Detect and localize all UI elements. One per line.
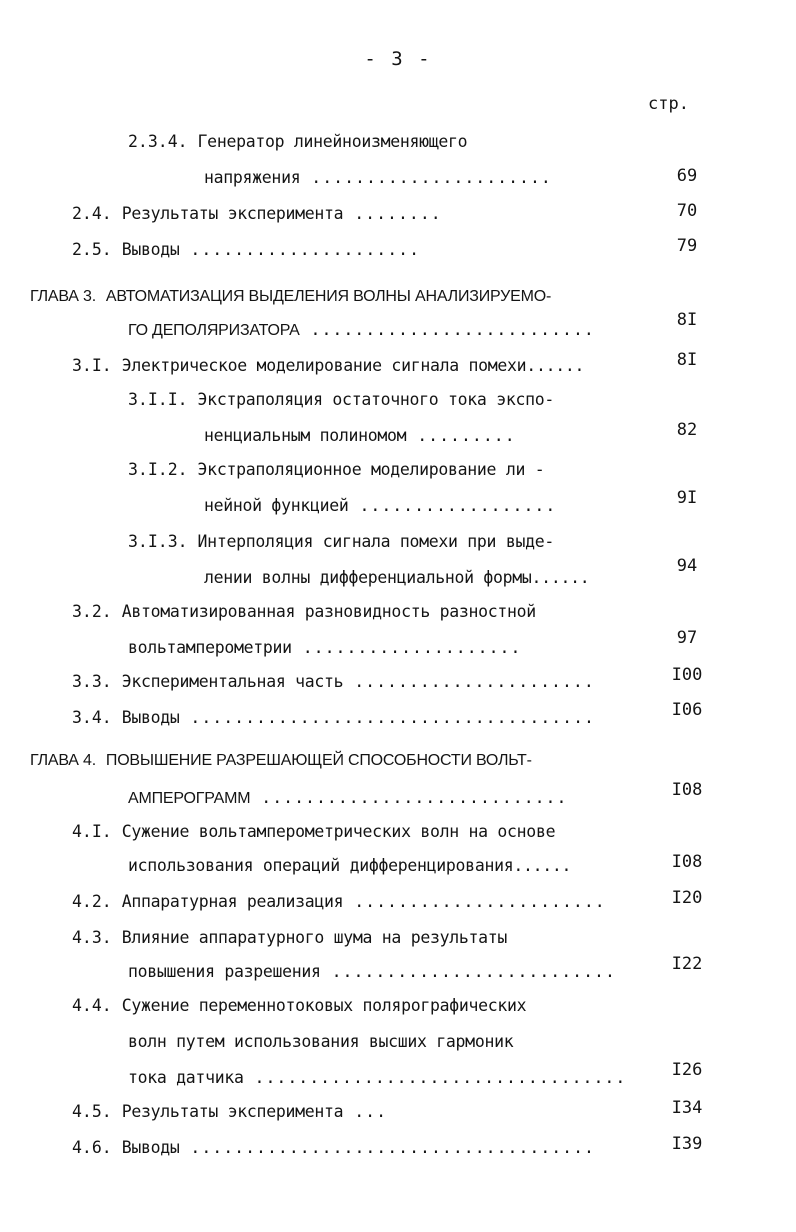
- toc-entry-3-1-1-cont: [204, 426, 516, 446]
- leader-dots: .....................................: [179, 708, 595, 727]
- toc-entry-4-6: [72, 1138, 595, 1158]
- toc-entry-4-3: [72, 928, 507, 948]
- toc-chapter-3: [30, 286, 551, 307]
- toc-entry-4-1-cont: [128, 856, 571, 876]
- entry-page: 69: [676, 166, 698, 186]
- entry-title: Выводы: [121, 708, 180, 727]
- entry-page: 97: [676, 628, 698, 648]
- entry-title-line-1: Сужение вольтамперометрических волн на основе: [121, 822, 556, 841]
- leader-dots: ..................................: [243, 1068, 627, 1087]
- toc-entry-4-2: [72, 892, 606, 912]
- entry-number: 4.I.: [72, 822, 112, 841]
- page-column-header: стр.: [648, 94, 689, 114]
- chapter-title-line-2: АМПЕРОГРАММ: [128, 790, 251, 807]
- entry-page: I39: [671, 1134, 703, 1154]
- toc-entry-3-1: [72, 356, 584, 376]
- entry-number: 4.2.: [72, 892, 112, 911]
- entry-title-line-2: повышения разрешения: [128, 962, 321, 981]
- entry-title: Экспериментальная часть: [121, 672, 344, 691]
- entry-page: I26: [671, 1060, 703, 1080]
- chapter-title-line-2: ГО ДЕПОЛЯРИЗАТОРА: [128, 322, 300, 339]
- entry-number: 4.6.: [72, 1138, 112, 1157]
- entry-page: 82: [676, 420, 698, 440]
- toc-entry-2-4: [72, 204, 442, 224]
- entry-page: 79: [676, 236, 698, 256]
- toc-entry-4-4: [72, 996, 526, 1016]
- entry-title: Выводы: [121, 1138, 180, 1157]
- toc-chapter-4-cont: [128, 788, 567, 809]
- toc-entry-4-1: [72, 822, 555, 842]
- entry-title-line-1: Экстраполяционное моделирование ли -: [197, 460, 545, 479]
- leader-dots: .......................: [343, 892, 606, 911]
- toc-entry-3-1-1: [128, 390, 554, 410]
- toc-entry-3-2: [72, 602, 536, 622]
- entry-number: 3.I.3.: [128, 532, 188, 551]
- leader-dots: ......................: [343, 672, 595, 691]
- entry-number: 3.3.: [72, 672, 112, 691]
- entry-title-line-2: ненциальным полиномом: [204, 426, 407, 445]
- entry-page: 8I: [676, 310, 698, 330]
- entry-page: 70: [676, 201, 698, 221]
- leader-dots: ....................: [291, 638, 522, 657]
- entry-title-line-1: Автоматизированная разновидность разностной: [121, 602, 536, 621]
- entry-title-line-1: Генератор линейноизменяющего: [197, 132, 468, 151]
- toc-entry-4-5: [72, 1102, 387, 1122]
- toc-entry-3-3: [72, 672, 595, 692]
- entry-title: Результаты эксперимента: [121, 204, 344, 223]
- entry-title-line-2: напряжения: [204, 168, 301, 187]
- entry-title-line-2: волн путем использования высших гармоник: [128, 1032, 514, 1051]
- entry-title-line-1: Интерполяция сигнала помехи при выде-: [197, 532, 554, 551]
- entry-page: I08: [671, 780, 703, 800]
- entry-number: 3.I.2.: [128, 460, 188, 479]
- entry-title-line-2: вольтамперометрии: [128, 638, 292, 657]
- entry-page: 8I: [676, 350, 698, 370]
- toc-entry-2-3-4: [128, 132, 467, 152]
- chapter-number: ГЛАВА 4.: [30, 752, 96, 769]
- entry-title: Электрическое моделирование сигнала помехи......: [121, 356, 585, 375]
- leader-dots: ......................: [300, 168, 552, 187]
- entry-page: I20: [671, 888, 703, 908]
- entry-title-line-2: использования операций дифференцирования......: [128, 856, 572, 875]
- chapter-number: ГЛАВА 3.: [30, 288, 96, 305]
- entry-page: I22: [671, 954, 703, 974]
- entry-number: 3.2.: [72, 602, 112, 621]
- entry-page: I34: [671, 1098, 703, 1118]
- toc-chapter-3-cont: [128, 320, 595, 341]
- entry-title-line-1: Экстраполяция остаточного тока экспо-: [197, 390, 554, 409]
- toc-entry-3-1-2-cont: [204, 496, 556, 516]
- entry-page: 9I: [676, 488, 698, 508]
- entry-title-line-2: нейной функцией: [204, 496, 349, 515]
- entry-title: Выводы: [121, 240, 180, 259]
- entry-number: 3.I.: [72, 356, 112, 375]
- leader-dots: ........: [343, 204, 442, 223]
- toc-entry-3-1-3-cont: [204, 568, 589, 588]
- toc-entry-3-1-2: [128, 460, 544, 480]
- entry-number: 4.3.: [72, 928, 112, 947]
- toc-entry-3-2-cont: [128, 638, 521, 658]
- leader-dots: .........: [406, 426, 516, 445]
- entry-title-line-1: Влияние аппаратурного шума на результаты: [121, 928, 508, 947]
- leader-dots: .....................................: [179, 1138, 595, 1157]
- toc-chapter-4: [30, 750, 532, 771]
- chapter-title-line-1: АВТОМАТИЗАЦИЯ ВЫДЕЛЕНИЯ ВОЛНЫ АНАЛИЗИРУЕМО-: [105, 288, 552, 305]
- chapter-title-line-1: ПОВЫШЕНИЕ РАЗРЕШАЮЩЕЙ СПОСОБНОСТИ ВОЛЬТ-: [105, 752, 532, 769]
- entry-page: I00: [671, 665, 703, 685]
- toc-entry-3-1-3: [128, 532, 554, 552]
- entry-number: 2.4.: [72, 204, 112, 223]
- leader-dots: ............................: [250, 788, 568, 807]
- page-number: - 3 -: [364, 48, 432, 70]
- entry-page: I06: [671, 700, 703, 720]
- leader-dots: ..........................: [299, 320, 595, 339]
- leader-dots: ..........................: [320, 962, 616, 981]
- entry-number: 4.4.: [72, 996, 112, 1015]
- toc-entry-2-3-4-cont: [204, 168, 552, 188]
- toc-entry-2-5: [72, 240, 420, 260]
- toc-entry-4-3-cont: [128, 962, 616, 982]
- toc-entry-4-4-cont-1: [128, 1032, 513, 1052]
- entry-number: 4.5.: [72, 1102, 112, 1121]
- entry-page: I08: [671, 852, 703, 872]
- toc-entry-4-4-cont-2: [128, 1068, 626, 1088]
- entry-title-line-2: лении волны дифференциальной формы......: [204, 568, 590, 587]
- toc-entry-3-4: [72, 708, 595, 728]
- entry-number: 2.3.4.: [128, 132, 188, 151]
- entry-title-line-1: Сужение переменнотоковых полярографических: [121, 996, 527, 1015]
- leader-dots: ...: [343, 1102, 388, 1121]
- entry-title-line-3: тока датчика: [128, 1068, 244, 1087]
- entry-page: 94: [676, 556, 698, 576]
- entry-number: 2.5.: [72, 240, 112, 259]
- leader-dots: .....................: [179, 240, 421, 259]
- entry-title: Аппаратурная реализация: [121, 892, 344, 911]
- entry-number: 3.I.I.: [128, 390, 188, 409]
- leader-dots: ..................: [348, 496, 557, 515]
- entry-title: Результаты эксперимента: [121, 1102, 344, 1121]
- entry-number: 3.4.: [72, 708, 112, 727]
